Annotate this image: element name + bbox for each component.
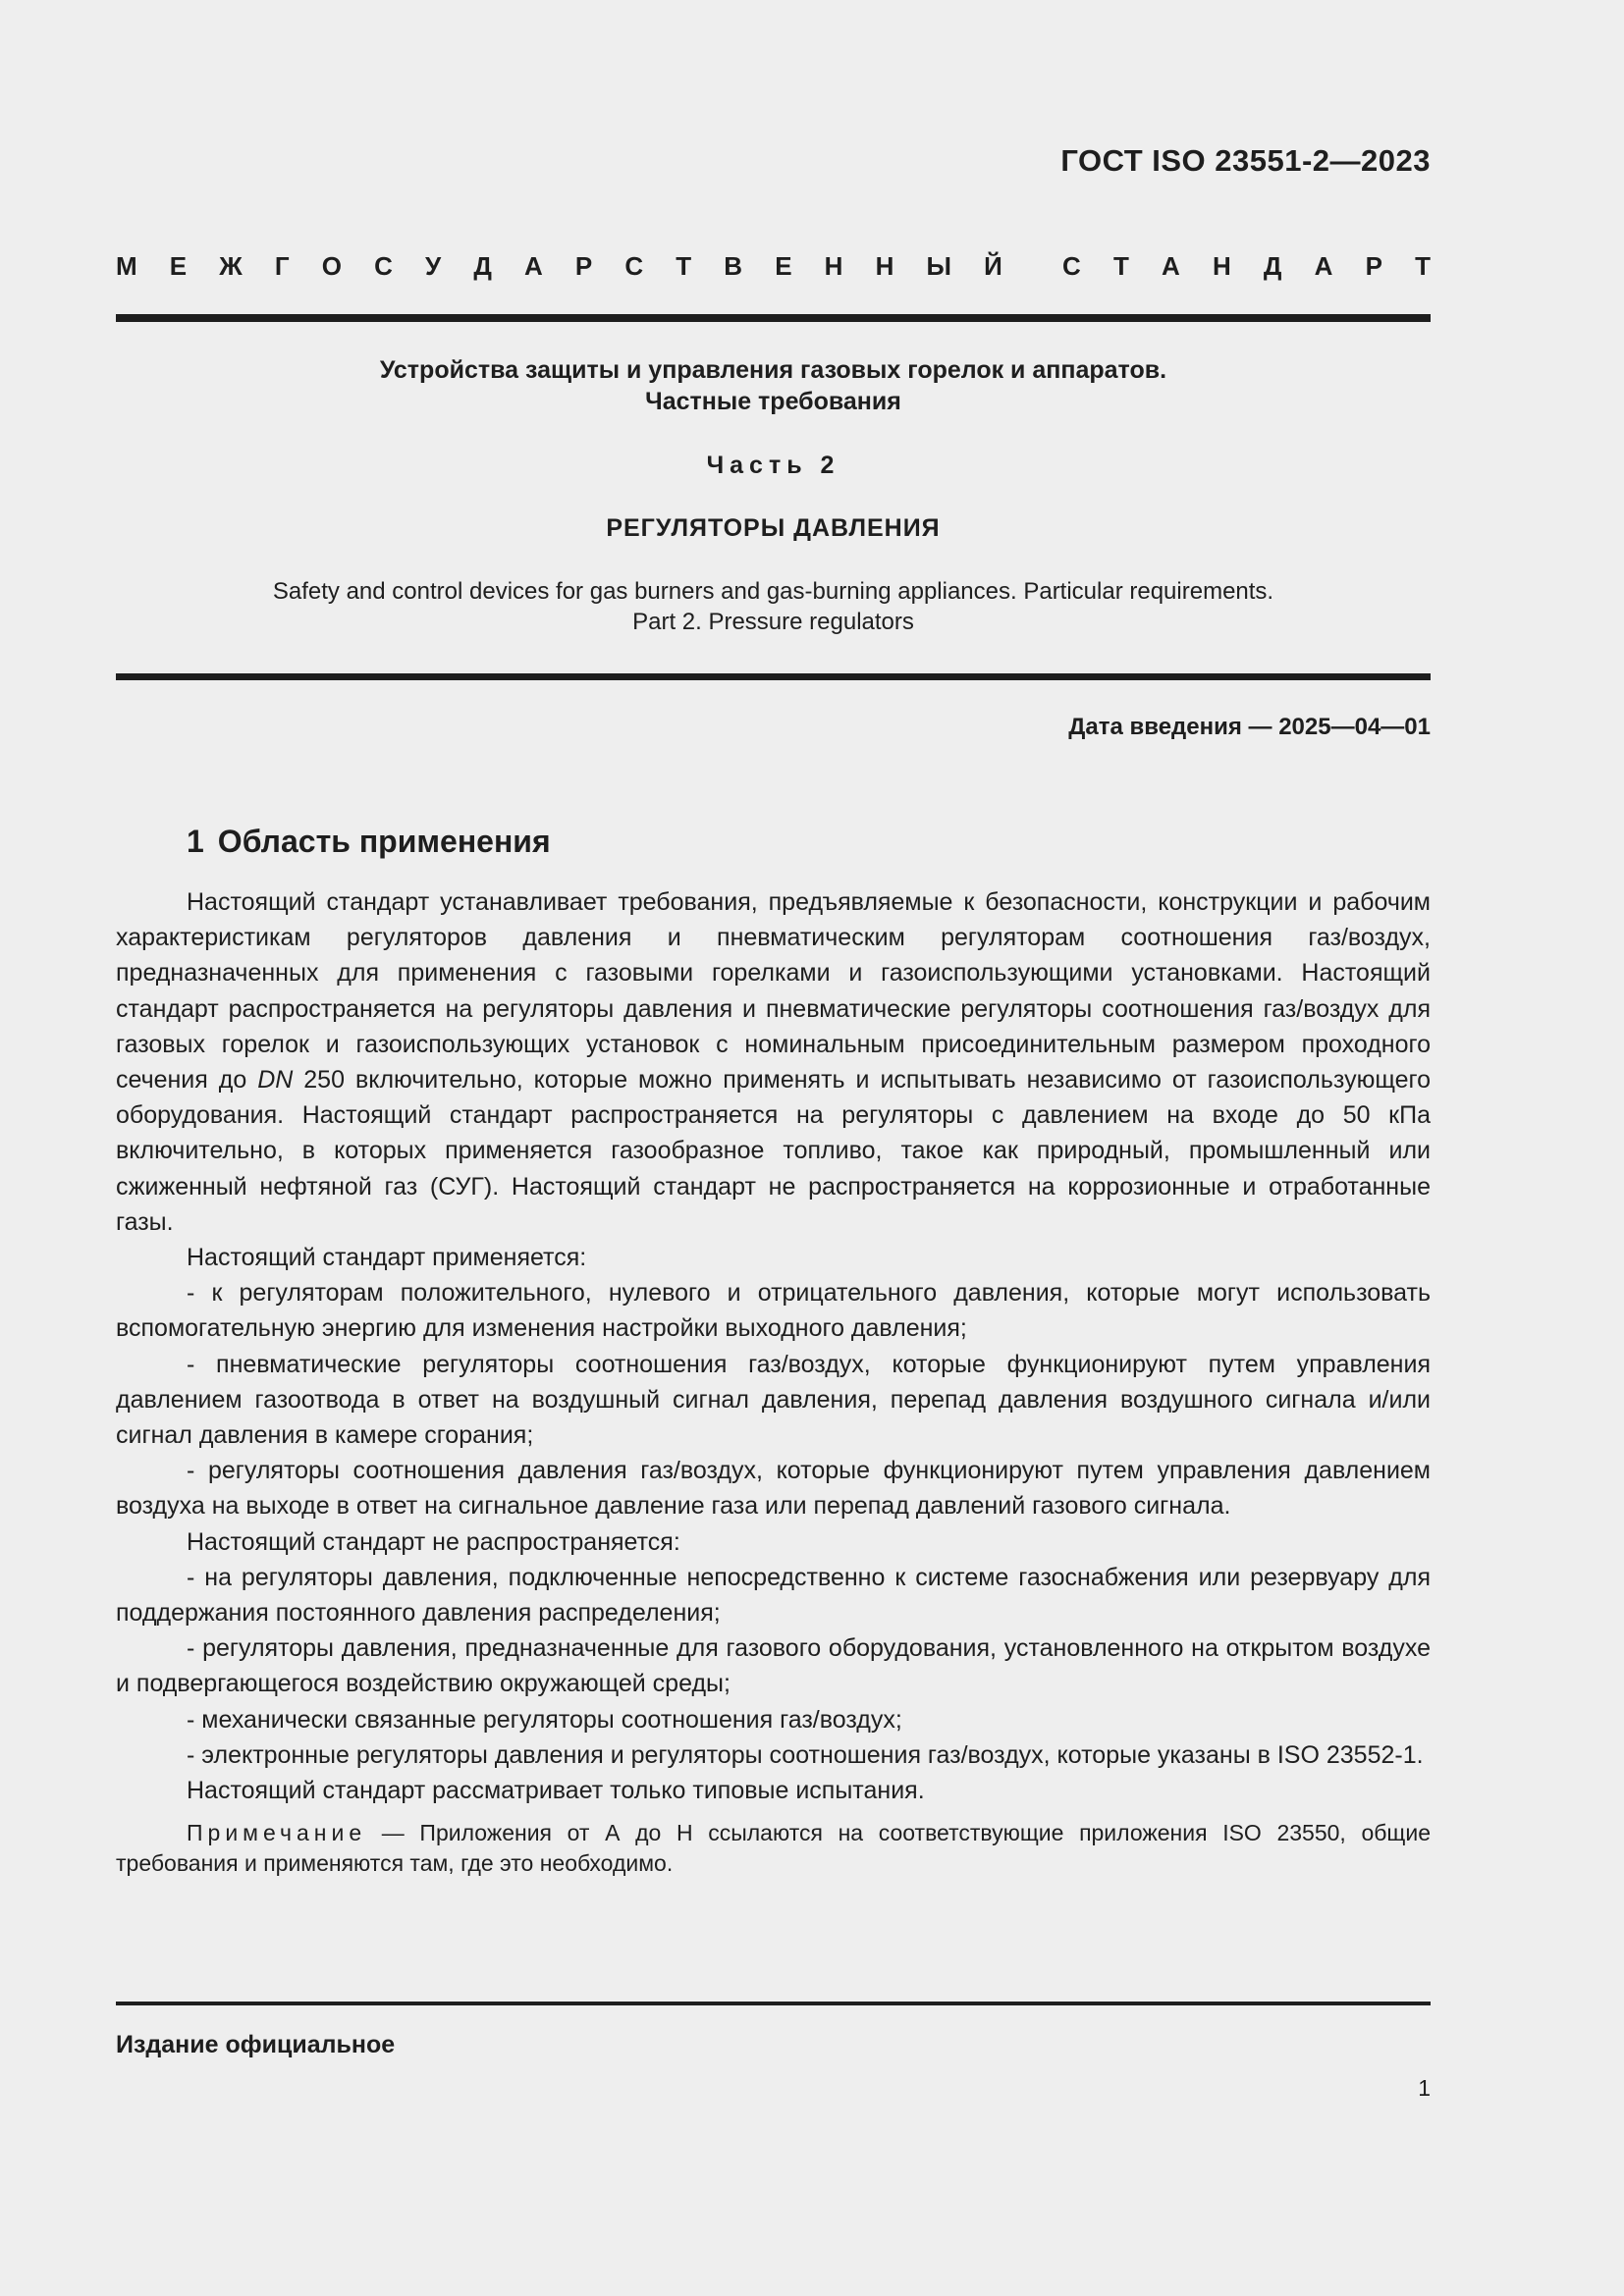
section-heading [187, 824, 551, 860]
paragraph: Настоящий стандарт применяется: [187, 1244, 587, 1272]
list-item: - механически связанные регуляторы соотношения газ/воздух; [187, 1705, 902, 1734]
paragraph-text: Настоящий стандарт устанавливает требования, предъявляемые к безопасности, конструкции и рабочим характеристикам регуляторов давления и пневматическим регуляторам соотношения газ/воздух, предназначенных для применения с газовыми горелками и газоиспользующими установками. Настоящий стандарт распространяется на регуляторы давления и пневматические регуляторы соотношения газ/воздух для газовых горелок и газоиспользующих установок с номинальным присоединительным размером проходного сечения до [116, 888, 1431, 1095]
official-edition-label: Издание официальное [116, 2031, 396, 2058]
banner-letter: Р [574, 251, 593, 281]
banner-letter: Н [824, 251, 843, 281]
banner-letter: Й [984, 251, 1002, 281]
section-body [116, 884, 1431, 1879]
banner-letter: С [624, 251, 644, 281]
page-number: 1 [1418, 2075, 1431, 2101]
section-number: 1 [187, 824, 204, 859]
list-item: - регуляторы давления, предназначенные для газового оборудования, установленного на открытом воздухе и подвергающегося воздействию окружающей среды; [116, 1634, 1431, 1698]
section-title: Область применения [217, 824, 551, 859]
header-rule [116, 314, 1431, 322]
subtitle: РЕГУЛЯТОРЫ ДАВЛЕНИЯ [606, 514, 941, 542]
banner-word-interstate [116, 251, 1002, 282]
banner-letter: А [524, 251, 543, 281]
banner-letter: А [1162, 251, 1180, 281]
paragraph: Настоящий стандарт не распространяется: [187, 1527, 680, 1556]
banner-letter: Г [274, 251, 290, 281]
title-english-line-1: Safety and control devices for gas burners and gas-burning appliances. Particular requirements. [272, 578, 1274, 605]
banner-letter: Р [1365, 251, 1382, 281]
title-english [116, 576, 1431, 637]
paragraph [116, 884, 1431, 1240]
banner-letter: Т [1112, 251, 1129, 281]
banner-letter: Н [875, 251, 894, 281]
banner-letter: Т [676, 251, 692, 281]
banner-word-standard [1062, 251, 1431, 282]
title-english-line-2: Part 2. Pressure regulators [632, 609, 914, 635]
banner-letter: О [321, 251, 342, 281]
list-item: - пневматические регуляторы соотношения газ/воздух, которые функционируют путем управления давлением газоотвода в ответ на воздушный сигнал давления, перепад давления воздушного сигнала и/или сигнал давления в камере сгорания; [116, 1350, 1431, 1450]
banner-letter: Ж [219, 251, 243, 281]
title-russian [116, 354, 1431, 417]
title-russian-line-2: Частные требования [645, 388, 901, 415]
banner-letter: А [1314, 251, 1333, 281]
part-label: Часть 2 [706, 452, 840, 479]
list-item: - регуляторы соотношения давления газ/воздух, которые функционируют путем управления давлением воздуха на выходе в ответ на сигнальное давление газа или перепад давлений газового сигнала. [116, 1457, 1431, 1521]
title-rule [116, 673, 1431, 680]
banner-letter: М [116, 251, 137, 281]
note-label: Примечание [187, 1820, 367, 1846]
banner-letter: Д [1263, 251, 1282, 281]
banner-letter: Д [473, 251, 492, 281]
document-page [116, 0, 1431, 2296]
dn-symbol: DN [257, 1066, 294, 1095]
paragraph-text: 250 включительно, которые можно применять и испытывать независимо от газоиспользующего оборудования. Настоящий стандарт распространяется на регуляторы с давлением на входе до 50 кПа включительно, в которых применяется газообразное топливо, такое как природный, промышленный или сжиженный нефтяной газ (СУГ). Настоящий стандарт не распространяется на коррозионные и отработанные газы. [116, 1066, 1431, 1236]
banner-letter: Е [169, 251, 188, 281]
note-text: — Приложения от А до Н ссылаются на соответствующие приложения ISO 23550, общие требования и применяются там, где это необходимо. [116, 1820, 1431, 1877]
banner-letter: Т [1415, 251, 1431, 281]
list-item: - на регуляторы давления, подключенные непосредственно к системе газоснабжения или резервуару для поддержания постоянного давления распределения; [116, 1563, 1431, 1628]
interstate-standard-banner [116, 251, 1431, 282]
note [116, 1818, 1431, 1879]
banner-letter: С [374, 251, 393, 281]
banner-letter: В [724, 251, 743, 281]
banner-letter: Н [1212, 251, 1231, 281]
paragraph: Настоящий стандарт рассматривает только типовые испытания. [187, 1777, 925, 1805]
banner-letter: Ы [926, 251, 951, 281]
list-item: - к регуляторам положительного, нулевого и отрицательного давления, которые могут использовать вспомогательную энергию для изменения настройки выходного давления; [116, 1279, 1431, 1343]
banner-letter: У [425, 251, 442, 281]
introduction-date: Дата введения — 2025—04—01 [1068, 714, 1431, 740]
list-item: - электронные регуляторы давления и регуляторы соотношения газ/воздух, которые указаны в ISO 23552-1. [187, 1740, 1424, 1769]
banner-letter: Е [775, 251, 792, 281]
footer-rule [116, 2002, 1431, 2005]
title-russian-line-1: Устройства защиты и управления газовых горелок и аппаратов. [379, 356, 1167, 384]
banner-letter: С [1062, 251, 1081, 281]
document-number: ГОСТ ISO 23551-2—2023 [1060, 143, 1431, 178]
